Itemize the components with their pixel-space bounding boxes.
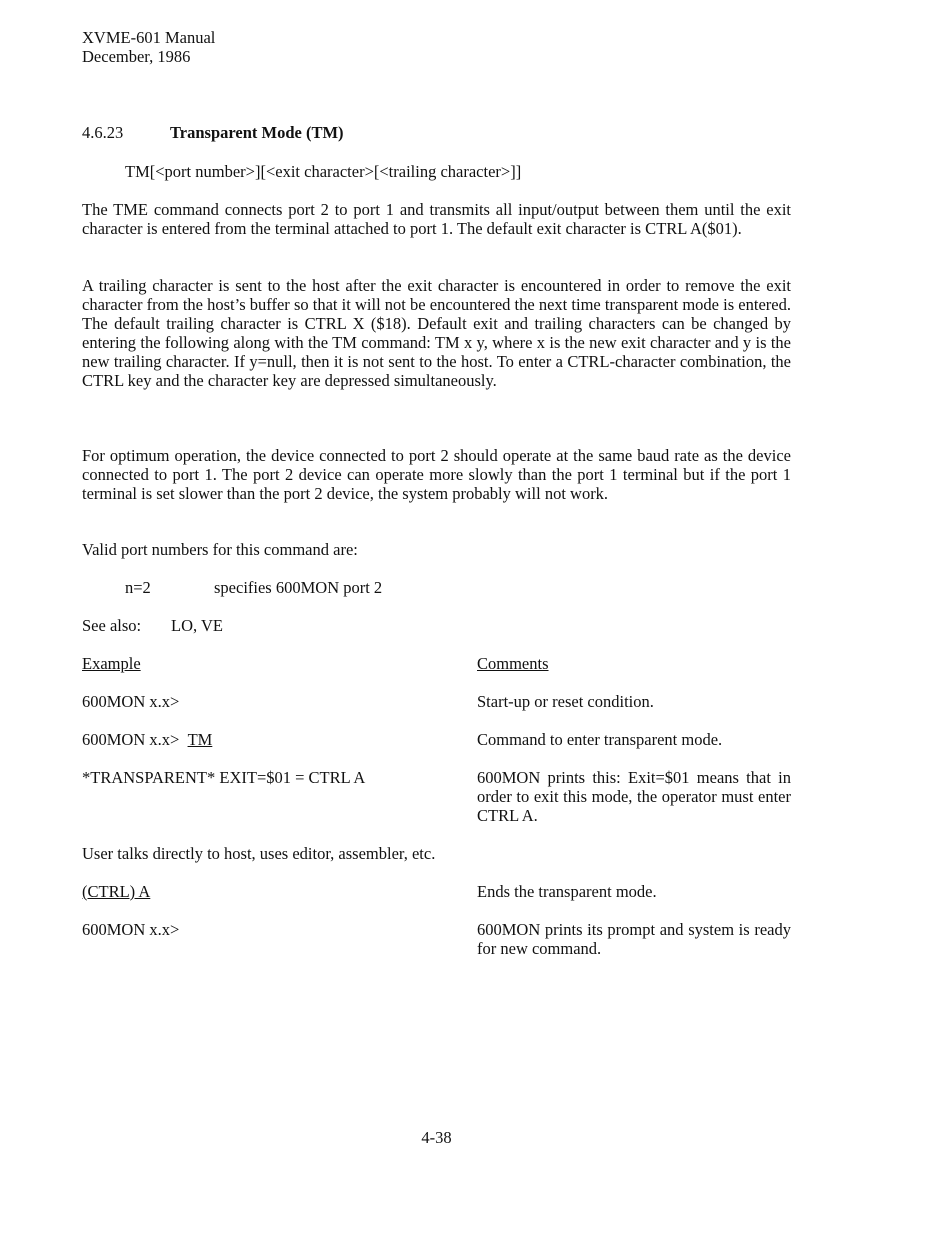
port-description: specifies 600MON port 2 xyxy=(214,578,383,597)
example-row-startup-left: 600MON x.x> xyxy=(82,692,180,711)
example-row-startup-comment: Start-up or reset condition. xyxy=(477,692,654,711)
example-row-tm-comment: Command to enter transparent mode. xyxy=(477,730,723,749)
page-number: 4-38 xyxy=(421,1128,452,1147)
example-row-tm-left xyxy=(82,730,212,749)
manual-date: December, 1986 xyxy=(82,47,191,66)
example-column-header: Example xyxy=(82,654,141,673)
example-row-transparent-comment: 600MON prints this: Exit=$01 means that in order to exit this mode, the operator must enter CTRL A. xyxy=(477,768,791,825)
paragraph-valid-ports: Valid port numbers for this command are: xyxy=(82,540,358,559)
manual-title: XVME-601 Manual xyxy=(82,28,216,47)
section-title: Transparent Mode (TM) xyxy=(170,123,344,142)
section-heading xyxy=(82,123,344,143)
port-number-row xyxy=(125,578,382,598)
example-user-input: TM xyxy=(187,730,213,749)
port-number: n=2 xyxy=(125,578,151,597)
paragraph-baud-rate: For optimum operation, the device connected to port 2 should operate at the same baud rate as the device connected to port 1. The port 2 device can operate more slowly than the port 1 terminal but if the port 1 terminal is set slower than the port 2 device, the system probably will not work. xyxy=(82,446,791,503)
comments-column-header: Comments xyxy=(477,654,549,673)
paragraph-description: The TME command connects port 2 to port 1 and transmits all input/output between them until the exit character is entered from the terminal attached to port 1. The default exit character is CTRL A($01). xyxy=(82,200,791,238)
see-also-refs: LO, VE xyxy=(171,616,223,635)
example-prompt: 600MON x.x> xyxy=(82,730,180,749)
example-row-prompt-comment: 600MON prints its prompt and system is ready for new command. xyxy=(477,920,791,958)
example-user-note: User talks directly to host, uses editor, assembler, etc. xyxy=(82,844,436,863)
command-syntax: TM[<port number>][<exit character>[<trailing character>]] xyxy=(125,162,522,181)
see-also xyxy=(82,616,223,636)
example-row-ctrl-a-left: (CTRL) A xyxy=(82,882,151,901)
example-row-transparent-left: *TRANSPARENT* EXIT=$01 = CTRL A xyxy=(82,768,366,787)
paragraph-trailing-character: A trailing character is sent to the host after the exit character is encountered in order to remove the exit character from the host’s buffer so that it will not be encountered the next time transparent mode is entered. The default trailing character is CTRL X ($18). Default exit and trailing characters can be changed by entering the following along with the TM command: TM x y, where x is the new exit character and y is the new trailing character. If y=null, then it is not sent to the host. To enter a CTRL-character combination, the CTRL key and the character key are depressed simultaneously. xyxy=(82,276,791,390)
section-number: 4.6.23 xyxy=(82,123,124,142)
example-row-prompt-left: 600MON x.x> xyxy=(82,920,180,939)
running-header xyxy=(82,28,215,66)
see-also-label: See also: xyxy=(82,616,142,635)
example-row-ctrl-a-comment: Ends the transparent mode. xyxy=(477,882,657,901)
